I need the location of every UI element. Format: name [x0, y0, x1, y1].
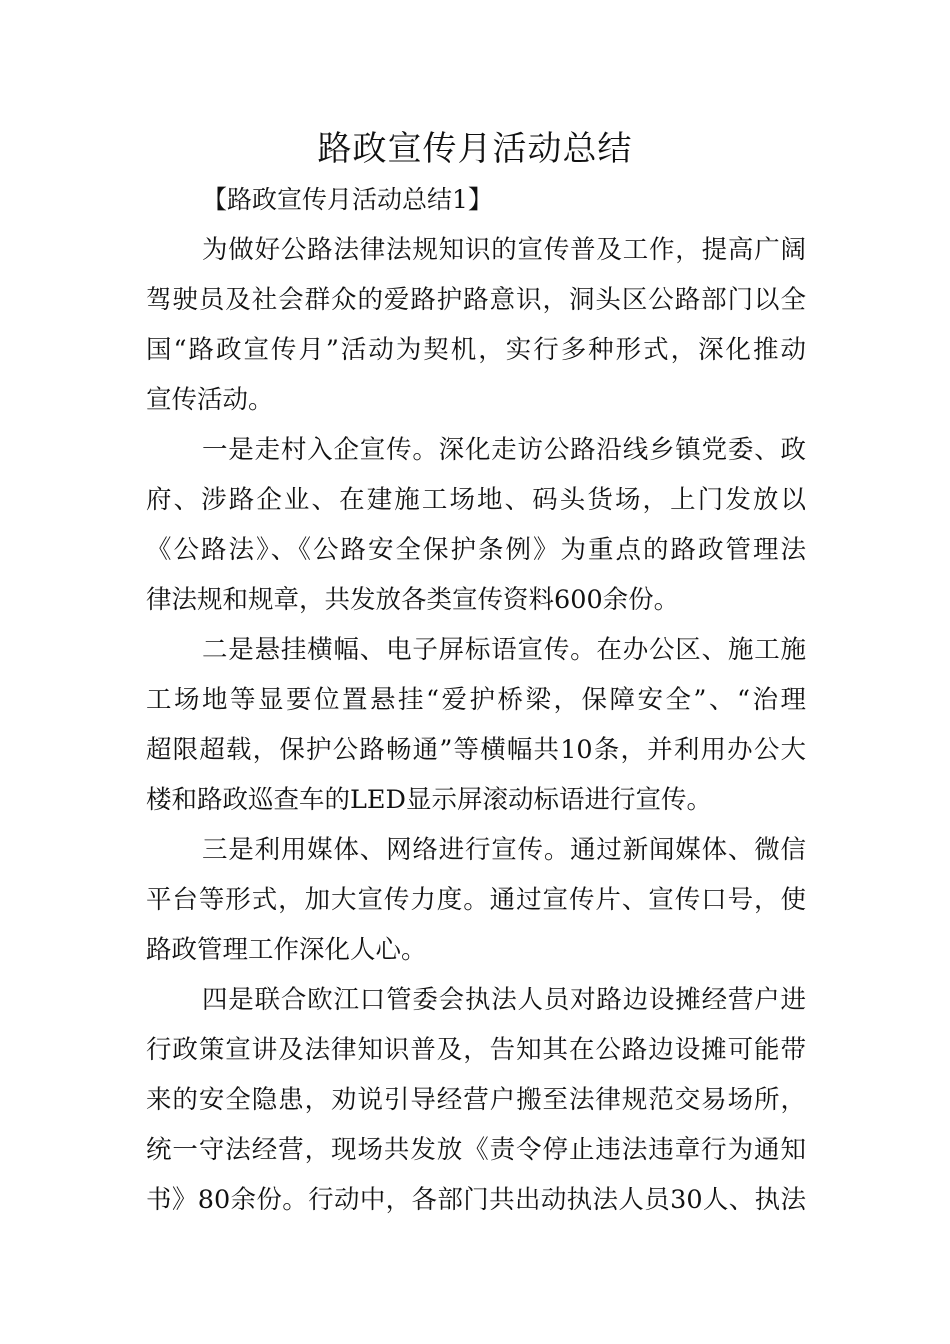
- paragraph-5-line-5: 书》80余份。行动中，各部门共出动执法人员30人、执法: [146, 1185, 806, 1215]
- paragraph-3-line-2: 工场地等显要位置悬挂“爱护桥梁，保障安全”、“治理: [146, 685, 806, 715]
- paragraph-5-line-2: 行政策宣讲及法律知识普及，告知其在公路边设摊可能带: [146, 1035, 806, 1065]
- paragraph-2-line-4: 律法规和规章，共发放各类宣传资料600余份。: [146, 585, 680, 615]
- paragraph-1-line-1: 为做好公路法律法规知识的宣传普及工作，提高广阔: [202, 235, 806, 265]
- paragraph-2-line-3: 《公路法》、《公路安全保护条例》为重点的路政管理法: [146, 535, 806, 565]
- paragraph-3-line-3: 超限超载，保护公路畅通”等横幅共10条，并利用办公大: [146, 735, 806, 765]
- paragraph-4-line-3: 路政管理工作深化人心。: [146, 935, 427, 965]
- paragraph-5-line-3: 来的安全隐患，劝说引导经营户搬至法律规范交易场所，: [146, 1085, 806, 1115]
- paragraph-1-line-2: 驾驶员及社会群众的爱路护路意识，洞头区公路部门以全: [146, 285, 806, 315]
- paragraph-1-line-4: 宣传活动。: [146, 385, 274, 415]
- paragraph-2-line-2: 府、涉路企业、在建施工场地、码头货场，上门发放以: [146, 485, 806, 515]
- paragraph-2-line-1: 一是走村入企宣传。深化走访公路沿线乡镇党委、政: [202, 435, 806, 465]
- section-heading: 【路政宣传月活动总结1】: [202, 185, 493, 214]
- paragraph-4-line-1: 三是利用媒体、网络进行宣传。通过新闻媒体、微信: [202, 835, 806, 865]
- paragraph-1-line-3: 国“路政宣传月”活动为契机，实行多种形式，深化推动: [146, 335, 806, 365]
- paragraph-4-line-2: 平台等形式，加大宣传力度。通过宣传片、宣传口号，使: [146, 885, 806, 915]
- paragraph-3-line-4: 楼和路政巡查车的LED显示屏滚动标语进行宣传。: [146, 785, 712, 815]
- paragraph-5-line-4: 统一守法经营，现场共发放《责令停止违法违章行为通知: [146, 1135, 806, 1165]
- document-title: 路政宣传月活动总结: [317, 129, 633, 169]
- paragraph-3-line-1: 二是悬挂横幅、电子屏标语宣传。在办公区、施工施: [202, 635, 806, 665]
- paragraph-5-line-1: 四是联合欧江口管委会执法人员对路边设摊经营户进: [202, 985, 806, 1015]
